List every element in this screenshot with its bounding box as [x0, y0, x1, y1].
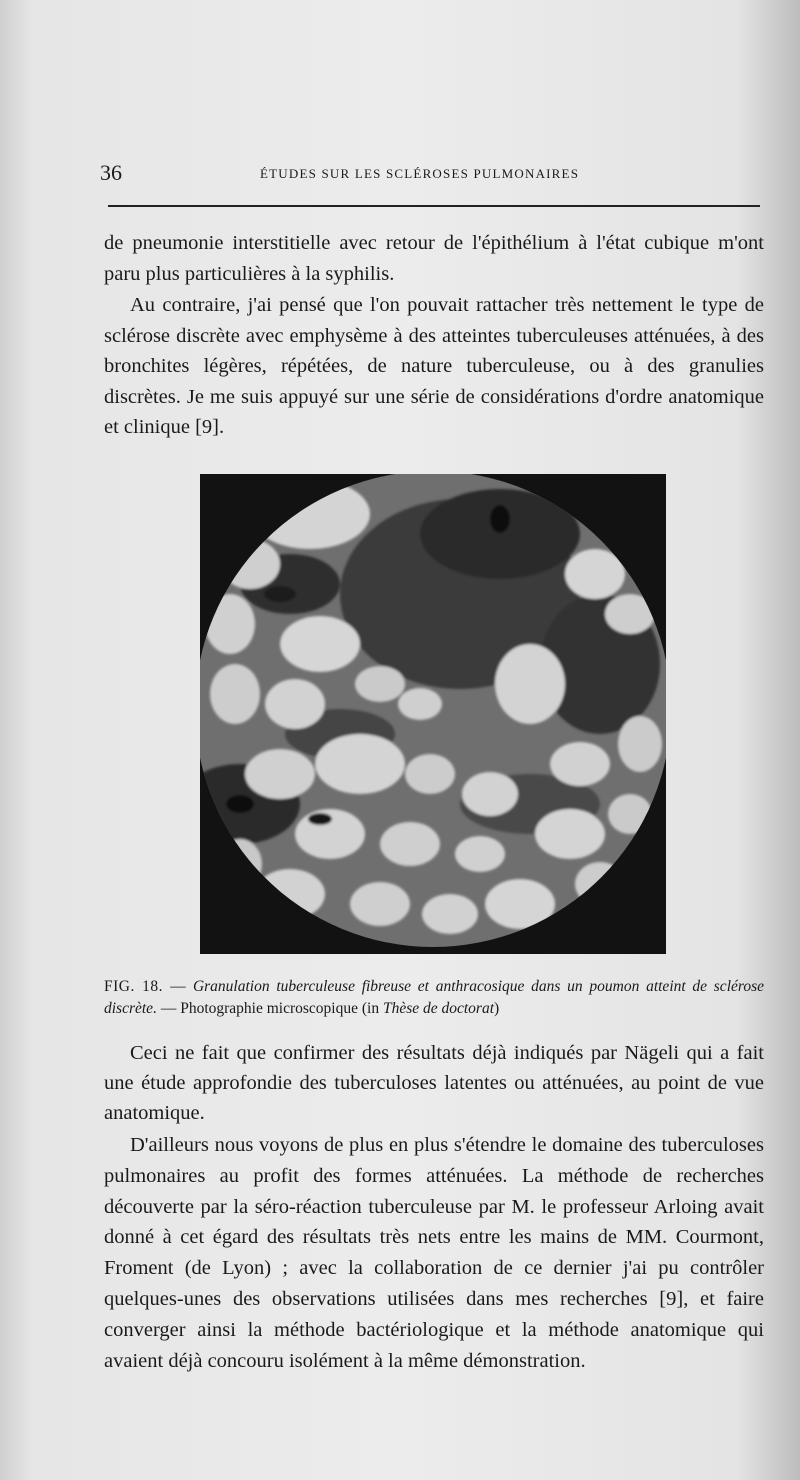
- caption-source: Thèse de doctorat: [382, 1000, 495, 1017]
- figure-caption: [104, 976, 764, 1020]
- paragraph-3: Ceci ne fait que confirmer des résultats déjà indiqués par Nägeli qui a fait une étude approfondie des tuberculoses latentes ou atténuées, au point de vue anatomique.: [104, 1042, 764, 1125]
- paragraph-2: Au contraire, j'ai pensé que l'on pouvait rattacher très nettement le type de sclérose discrète avec emphysème à des atteintes tuberculeuses atténuées, à des bronchites légères, répétées, de nature tuberculeuse, ou à des granulies discrètes. Je me suis appuyé sur une série de considérations d'ordre anatomique et clinique [9].: [104, 294, 764, 439]
- page-number: 36: [100, 160, 122, 185]
- caption-plain: Photographie microscopique (in: [180, 1000, 380, 1017]
- caption-dash: —: [160, 1000, 177, 1017]
- micrograph-figure: [200, 474, 666, 954]
- figure-label: FIG. 18. —: [104, 978, 187, 995]
- micrograph-image: [200, 474, 666, 954]
- running-title: ÉTUDES SUR LES SCLÉROSES PULMONAIRES: [260, 166, 580, 181]
- running-header: [100, 160, 760, 190]
- paragraph-1: de pneumonie interstitielle avec retour de l'épithélium à l'état cubique m'ont paru plus particulières à la syphilis.: [104, 232, 764, 285]
- caption-italic: Granulation tuberculeuse fibreuse et anthracosique dans un poumon atteint de sclérose discrète.: [104, 978, 764, 1017]
- caption-close: ): [494, 1000, 500, 1017]
- paragraph-4: D'ailleurs nous voyons de plus en plus s'étendre le domaine des tuberculoses pulmonaires au profit des formes atténuées. La méthode de recherches découverte par la séro-réaction tuberculeuse par M. le professeur Arloing avait donné à cet égard des résultats très nets entre les mains de MM. Courmont, Froment (de Lyon) ; avec la collaboration de ce dernier j'ai pu contrôler quelques-unes des observations utilisées dans mes recherches [9], et faire converger ainsi la méthode bactériologique et la méthode anatomique qui avaient déjà concouru isolément à la même démonstration.: [104, 1134, 764, 1372]
- header-rule: [108, 205, 760, 207]
